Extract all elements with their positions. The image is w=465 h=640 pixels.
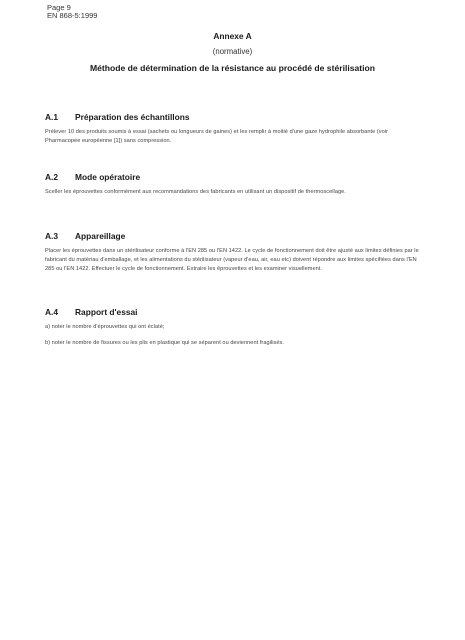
section-number: A.4 [45, 307, 59, 317]
section-a1 [45, 112, 420, 146]
standard-reference: EN 868-5:1999 [47, 11, 98, 21]
section-a2 [45, 172, 420, 197]
annex-title: Annexe A [213, 31, 252, 41]
section-title: Appareillage [75, 231, 126, 241]
section-body [45, 128, 420, 146]
list-item: b) noter le nombre de fissures ou les plis en plastique qui se séparent ou deviennent fragilisés. [45, 340, 284, 346]
annex-heading: Méthode de détermination de la résistance au procédé de stérilisation [89, 63, 376, 73]
section-body [45, 323, 420, 348]
page-header [47, 4, 97, 21]
section-a4 [45, 307, 420, 355]
section-heading [45, 307, 420, 317]
section-body [45, 188, 420, 197]
annex-type: (normative) [212, 47, 253, 56]
section-body [45, 247, 420, 274]
section-paragraph: Prélever 10 des produits soumis à essai (sachets ou longueurs de gaines) et les remplir à moitié d'une gaze hydrophile absorbante (voir Pharmacopée européenne [1]) sans compression. [45, 129, 389, 144]
section-number: A.2 [45, 172, 59, 182]
section-heading [45, 231, 420, 241]
section-paragraph: Sceller les éprouvettes conformément aux recommandations des fabricants en utilisant un dispositif de thermoscellage. [45, 189, 346, 195]
section-number: A.3 [45, 231, 59, 241]
section-paragraph: Placer les éprouvettes dans un stérilisateur conforme à l'EN 285 ou l'EN 1422. Le cycle de fonctionnement doit être ajusté aux limites définies par le fabricant du matériau d'emballage, et les alimentations du stérilisateur (vapeur d'eau, air, eau etc) doivent répondre aux limites spécifiées dans l'EN 285 ou l'EN 1422. Effectuer le cycle de fonctionnement. Extraire les éprouvettes et les examiner visuellement. [45, 248, 419, 272]
section-heading [45, 172, 420, 182]
section-number: A.1 [45, 112, 59, 122]
list-item: a) noter le nombre d'éprouvettes qui ont éclaté; [45, 324, 165, 330]
page-number: Page 9 [47, 3, 71, 12]
section-title: Préparation des échantillons [75, 112, 190, 122]
section-a3 [45, 231, 420, 274]
section-heading [45, 112, 420, 122]
section-title: Rapport d'essai [75, 307, 138, 317]
section-title: Mode opératoire [75, 172, 141, 182]
